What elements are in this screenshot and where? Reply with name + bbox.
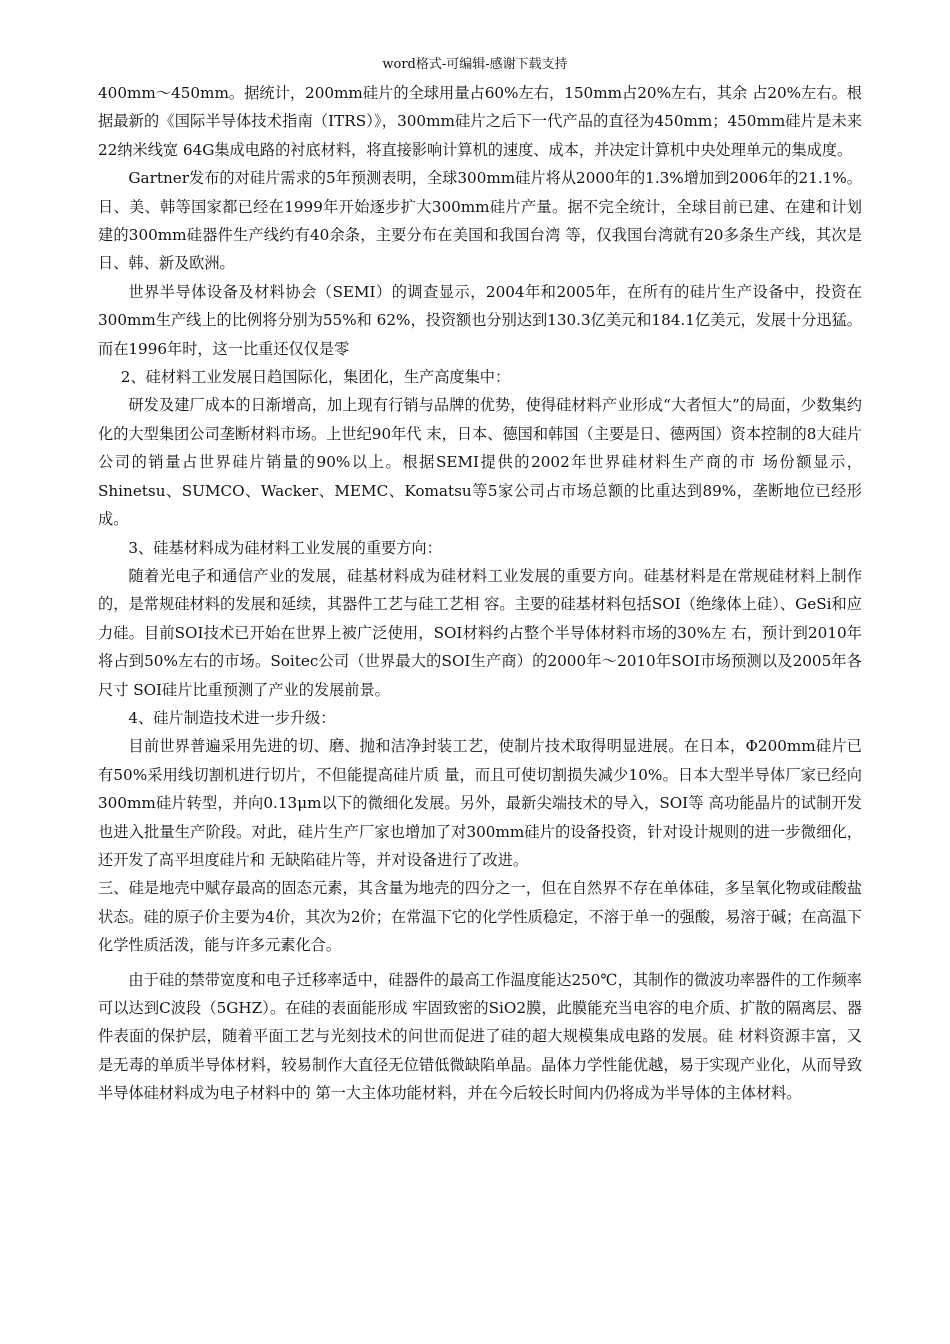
paragraph-silicon-based-materials: 随着光电子和通信产业的发展，硅基材料成为硅材料工业发展的重要方向。硅基材料是在常规硅材料上制作的，是常规硅材料的发展和延续，其器件工艺与硅工艺相 容。主要的硅基材料包括SOI（绝缘体上硅）、GeSi和应力硅。目前SOI技术已开始在世界上被广泛使用，SOI材料约占整个半导体材料市场的30%左 右，预计到2010年将占到50%左右的市场。Soitec公司（世界最大的SOI生产商）的2000年～2010年SOI市场预测以及2005年各尺寸 SOI硅片比重预测了产业的发展前景。 — [98, 566, 862, 699]
paragraph-silicon-advantages: 由于硅的禁带宽度和电子迁移率适中，硅器件的最高工作温度能达250℃，其制作的微波功率器件的工作频率可以达到C波段（5GHZ）。在硅的表面能形成 牢固致密的SiO2膜，此膜能充当电容的电介质、扩散的隔离层、器件表面的保护层，随着平面工艺与光刻技术的问世而促进了硅的超大规模集成电路的发展。硅 材料资源丰富，又是无毒的单质半导体材料，较易制作大直径无位错低微缺陷单晶。晶体力学性能优越，易于实现产业化，从而导致半导体硅材料成为电子材料中的 第一大主体功能材料，并在今后较长时间内仍将成为半导体的主体材料。 — [98, 970, 862, 1103]
page-header: word格式-可编辑-感谢下载支持 — [382, 57, 568, 72]
paragraph-gartner-forecast: Gartner发布的对硅片需求的5年预测表明，全球300mm硅片将从2000年的1.3%增加到2006年的21.1%。日、美、韩等国家都已经在1999年开始逐步扩大300mm硅片产量。据不完全统计，全球目前已建、在建和计划建的300mm硅器件生产线约有40余条，主要分布在美国和我国台湾 等，仅我国台湾就有20多条生产线，其次是日、韩、新及欧洲。 — [98, 169, 862, 273]
paragraph-itrs-wafer-size: 400mm～450mm。据统计，200mm硅片的全球用量占60%左右，150mm占20%左右，其余 占20%左右。根据最新的《国际半导体技术指南（ITRS）》，300mm硅片之后下一代产品的直径为450mm；450mm硅片是未来22纳米线宽 64G集成电路的衬底材料，将直接影响计算机的速度、成本，并决定计算机中央处理单元的集成度。 — [98, 84, 862, 159]
section-heading-3: 3、硅基材料成为硅材料工业发展的重要方向： — [128, 538, 442, 557]
paragraph-semi-survey: 世界半导体设备及材料协会（SEMI）的调查显示，2004年和2005年，在所有的硅片生产设备中，投资在300mm生产线上的比例将分别为55%和 62%，投资额也分别达到130.3亿美元和184.1亿美元，发展十分迅猛。而在1996年时，这一比重还仅仅是零 — [98, 282, 862, 358]
section-heading-2: 2、硅材料工业发展日趋国际化，集团化，生产高度集中： — [120, 368, 511, 387]
paragraph-industry-concentration: 研发及建厂成本的日渐增高，加上现有行销与品牌的优势，使得硅材料产业形成“大者恒大”的局面，少数集约化的大型集团公司垄断材料市场。上世纪90年代 末，日本、德国和韩国（主要是日、德两国）资本控制的8大硅片公司的销量占世界硅片销量的90%以上。根据SEMI提供的2002年世界硅材料生产商的市 场份额显示，Shinetsu、SUMCO、Wacker、MEMC、Komatsu等5家公司占市场总额的比重达到89%，垄断地位已经形成。 — [98, 396, 862, 529]
section-heading-4: 4、硅片制造技术进一步升级： — [128, 708, 336, 727]
paragraph-wafer-manufacturing: 目前世界普遍采用先进的切、磨、抛和洁净封装工艺，使制片技术取得明显进展。在日本，Φ200mm硅片已有50%采用线切割机进行切片，不但能提高硅片质 量，而且可使切割损失减少10%。日本大型半导体厂家已经向300mm硅片转型，并向0.13μm以下的微细化发展。另外，最新尖端技术的导入，SOI等 高功能晶片的试制开发也进入批量生产阶段。对此，硅片生产厂家也增加了对300mm硅片的设备投资，针对设计规则的进一步微细化，还开发了高平坦度硅片和 无缺陷硅片等，并对设备进行了改进。 — [98, 737, 862, 869]
document-body — [98, 79, 862, 1108]
paragraph-silicon-properties: 三、硅是地壳中赋存最高的固态元素，其含量为地壳的四分之一，但在自然界不存在单体硅，多呈氧化物或硅酸盐状态。硅的原子价主要为4价，其次为2价；在常温下它的化学性质稳定，不溶于单一的强酸，易溶于碱；在高温下化学性质活泼，能与许多元素化合。 — [98, 879, 862, 955]
